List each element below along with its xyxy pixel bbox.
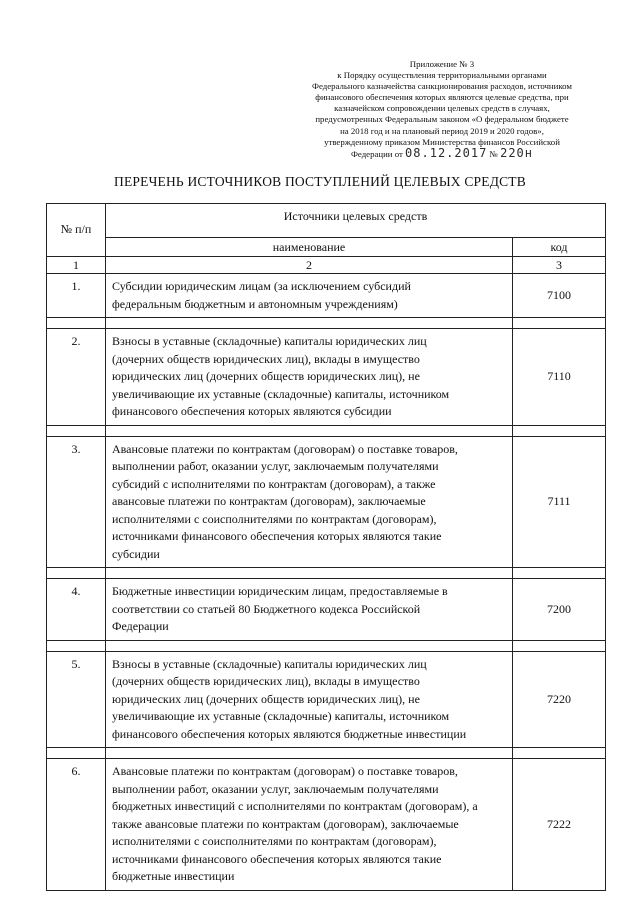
row-name-line: Взносы в уставные (складочные) капиталы юридических лиц [112,656,427,671]
row-code: 7100 [513,274,606,318]
annex-line: предусмотренных Федеральным законом «О федеральном бюджете [315,114,569,125]
row-name-line: исполнителями с соисполнителями по контрактам (договорам), [112,511,437,526]
row-name-line: увеличивающие их уставные (складочные) капиталы, источником [112,709,450,723]
table-row [47,329,606,426]
row-name-line: бюджетных инвестиций с исполнителями по контрактам (договорам), а [112,799,478,813]
row-code: 7110 [513,329,606,426]
row-gap [47,568,606,579]
header-num: № п/п [47,204,106,257]
annex-line: утвержденному приказом Министерства финансов Российской [324,136,560,147]
row-name-line: Взносы в уставные (складочные) капиталы юридических лиц [112,334,427,348]
row-name-line: выполнении работ, оказании услуг, заключаемым получателями [112,781,439,796]
index-cell: 3 [513,257,606,274]
row-name-line: Субсидии юридическим лицам (за исключением субсидий [112,279,411,293]
annex-line: казначейском сопровождении целевых средств в случаях, [334,103,550,114]
row-num: 5. [47,651,106,748]
annex-date-line [272,145,612,160]
row-name-line: также авансовые платежи по контрактам (договорам), заключаемые [112,816,459,831]
row-name-line: юридических лиц (дочерних обществ юридических лиц), не [112,691,420,706]
row-num: 3. [47,436,106,568]
table-row [47,651,606,748]
row-name-line: юридических лиц (дочерних обществ юридических лиц), не [112,369,420,383]
row-name-line: субсидии [112,546,160,561]
annex-line: на 2018 год и на плановый период 2019 и 2020 годов», [340,125,544,136]
row-name-line: увеличивающие их уставные (складочные) капиталы, источником [112,386,450,401]
row-code: 7111 [513,436,606,568]
row-name [106,759,513,891]
row-gap [47,640,606,651]
row-name-line: выполнении работ, оказании услуг, заключаемым получателями [112,459,439,473]
row-name-line: Федерации [112,619,169,633]
row-name-line: финансового обеспечения которых являются субсидии [112,404,392,418]
table-row [47,579,606,641]
row-name-line: источниками финансового обеспечения которых являются такие [112,529,442,543]
sources-table [46,203,606,891]
row-gap [47,318,606,329]
table-subheader-row [47,238,606,257]
row-name-line: (дочерних обществ юридических лиц), вклады в имущество [112,351,420,366]
date-prefix: Федерации от [350,148,403,159]
row-num: 2. [47,329,106,426]
row-name-line: Авансовые платежи по контрактам (договорам) о поставке товаров, [112,441,458,456]
handwritten-number: 220н [500,145,534,160]
row-num: 4. [47,579,106,641]
row-name-line: исполнителями с соисполнителями по контрактам (договорам), [112,834,437,848]
document-title: ПЕРЕЧЕНЬ ИСТОЧНИКОВ ПОСТУПЛЕНИЙ ЦЕЛЕВЫХ СРЕДСТВ [114,174,526,189]
number-prefix: № [489,148,498,159]
table-row [47,274,606,318]
row-name-line: субсидий с исполнителями по контрактам (договорам), а также [112,476,436,491]
row-num: 1. [47,274,106,318]
header-code: код [513,238,606,257]
row-name-line: Бюджетные инвестиции юридическим лицам, предоставляемые в [112,584,448,598]
row-code: 7220 [513,651,606,748]
annex-block [272,59,612,160]
row-name-line: финансового обеспечения которых являются бюджетные инвестиции [112,726,467,741]
row-name-line: источниками финансового обеспечения которых являются такие [112,851,442,866]
annex-title: Приложение № 3 [409,59,475,69]
index-row [47,257,606,274]
row-name-line: (дочерних обществ юридических лиц), вклады в имущество [112,674,420,688]
annex-line: Федерального казначейства санкционирования расходов, источником [312,81,572,92]
annex-line: финансового обеспечения которых являются целевые средства, при [315,92,569,103]
row-gap [47,425,606,436]
row-name-line: Авансовые платежи по контрактам (договорам) о поставке товаров, [112,764,458,778]
header-sources: Источники целевых средств [106,204,606,238]
row-code: 7222 [513,759,606,891]
row-name [106,579,513,641]
row-name-line: авансовые платежи по контрактам (договорам), заключаемые [112,494,426,508]
annex-line: к Порядку осуществления территориальными органами [337,70,547,81]
table-row [47,436,606,568]
row-gap [47,748,606,759]
index-cell: 2 [106,257,513,274]
row-name-line: федеральным бюджетным и автономным учреждениям) [112,296,398,311]
row-name [106,329,513,426]
index-cell: 1 [47,257,106,274]
row-name [106,651,513,748]
row-code: 7200 [513,579,606,641]
row-name-line: бюджетные инвестиции [112,869,235,883]
table-header-row [47,204,606,238]
row-num: 6. [47,759,106,891]
header-name: наименование [106,238,513,257]
table-row [47,759,606,891]
row-name-line: соответствии со статьей 80 Бюджетного кодекса Российской [112,601,421,616]
handwritten-date: 08.12.2017 [405,145,488,160]
row-name [106,274,513,318]
row-name [106,436,513,568]
